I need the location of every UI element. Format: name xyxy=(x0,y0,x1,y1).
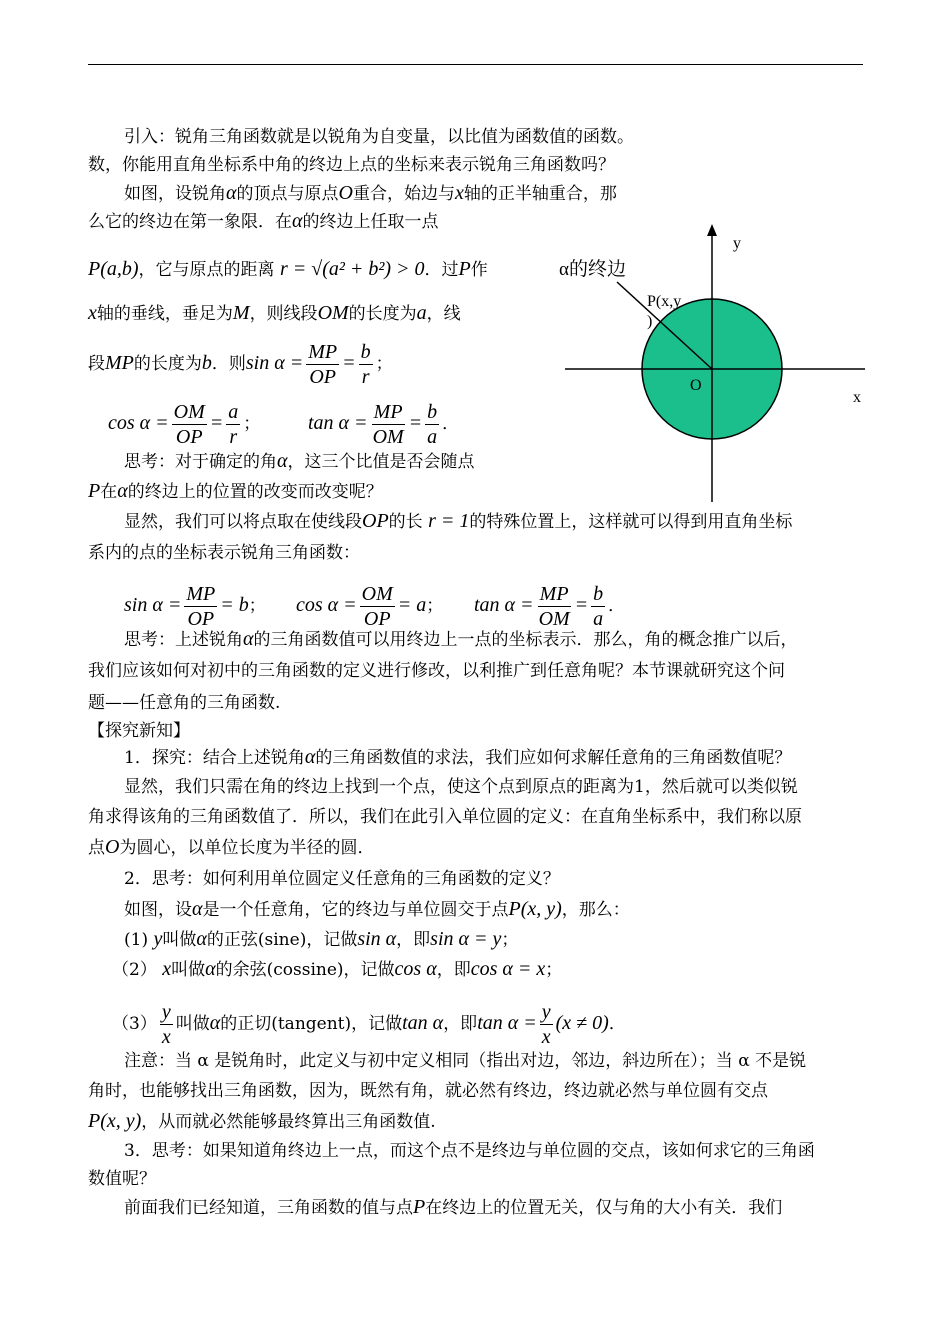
text-line: 思考：上述锐角α的三角函数值可以用终边上一点的坐标表示．那么，角的概念推广以后， xyxy=(124,628,798,650)
fraction-y-x: $\frac{y}{x}$ xyxy=(161,1001,171,1048)
text-line: 显然，我们只需在角的终边上找到一个点，使这个点到原点的距离为1，然后就可以类似锐 xyxy=(124,777,798,797)
text-line: tan α = $\frac{MP}{OM}$ = $\frac{b}{a}$ ． xyxy=(474,583,626,630)
point-label-close: ) xyxy=(647,313,653,330)
terminal-side-label: α的终边 xyxy=(559,259,626,280)
text-line: 数值呢？ xyxy=(88,1169,156,1189)
y-axis-label: y xyxy=(733,235,741,252)
text-line: 思考：对于确定的角α，这三个比值是否会随点 xyxy=(124,450,475,472)
fraction-a-r: $\frac{a}{r}$ xyxy=(228,401,239,448)
section-heading: 【探究新知】 xyxy=(88,721,190,741)
text-line: (1) y叫做α的正弦(sine)，记做sin α，即sin α = y； xyxy=(124,928,519,950)
text-line: 点O为圆心，以单位长度为半径的圆． xyxy=(88,836,375,858)
text-line: 角时，也能够找出三角函数，因为，既然有角，就必然有终边，终边就必然与单位圆有交点 xyxy=(88,1081,768,1101)
text-line: （2） x叫做α的余弦(cossine)，记做cos α，即cos α = x； xyxy=(112,958,563,980)
text-line: 3．思考：如果知道角终边上一点，而这个点不是终边与单位圆的交点，该如何求它的三角函 xyxy=(124,1141,815,1161)
text-line: 么它的终边在第一象限．在α的终边上任取一点 xyxy=(88,210,439,232)
text-line: 如图，设α是一个任意角，它的终边与单位圆交于点P(x, y)，那么： xyxy=(124,898,630,920)
text-line: P(x, y)，从而就必然能够最终算出三角函数值. xyxy=(88,1110,436,1132)
unit-circle-diagram xyxy=(555,222,875,507)
y-axis-arrow-icon xyxy=(707,224,717,236)
text-line: tan α = $\frac{MP}{OM}$ = $\frac{b}{a}$ ． xyxy=(308,401,460,448)
origin-label: O xyxy=(690,377,702,394)
fraction-om-op-2: $\frac{OM}{OP}$ xyxy=(361,583,393,630)
text-line: 1．探究：结合上述锐角α的三角函数值的求法，我们应如何求解任意角的三角函数值呢？ xyxy=(124,746,792,768)
fraction-b-a: $\frac{b}{a}$ xyxy=(427,401,438,448)
text-line: 角求得该角的三角函数值了．所以，我们在此引入单位圆的定义：在直角坐标系中，我们称以原 xyxy=(88,807,802,827)
fraction-b-a-2: $\frac{b}{a}$ xyxy=(593,583,604,630)
x-axis-label: x xyxy=(853,389,861,406)
point-label: P(x,y xyxy=(647,293,682,310)
text-line: x轴的垂线，垂足为M，则线段OM的长度为a，线 xyxy=(88,302,461,324)
text-line: 段MP的长度为b．则sin α = $\frac{MP}{OP}$ = $\frac{b}{r}$ ； xyxy=(88,341,393,388)
fraction-mp-om-2: $\frac{MP}{OM}$ xyxy=(538,583,570,630)
text-line: cos α = $\frac{OM}{OP}$ = a； xyxy=(296,583,444,630)
text-line: 前面我们已经知道，三角函数的值与点P在终边上的位置无关，仅与角的大小有关．我们 xyxy=(124,1196,783,1218)
text-line: 我们应该如何对初中的三角函数的定义进行修改，以利推广到任意角呢？本节课就研究这个问 xyxy=(88,661,785,681)
text-line: 注意：当 α 是锐角时，此定义与初中定义相同（指出对边，邻边，斜边所在）；当 α 不是锐 xyxy=(124,1051,807,1071)
text-line: 显然，我们可以将点取在使线段OP的长 r = 1的特殊位置上，这样就可以得到用直角坐标 xyxy=(124,510,793,532)
fraction-om-op: $\frac{OM}{OP}$ xyxy=(173,401,205,448)
fraction-y-x-2: $\frac{y}{x}$ xyxy=(541,1001,551,1048)
header-rule xyxy=(88,64,863,65)
text-line: 题——任意角的三角函数. xyxy=(88,693,281,713)
fraction-mp-op: $\frac{MP}{OP}$ xyxy=(308,341,338,388)
text-line: sin α = $\frac{MP}{OP}$ = b； xyxy=(124,583,266,630)
text-line: P(a,b)，它与原点的距离 r = √(a² + b²) > 0．过P作 xyxy=(88,258,488,280)
text-line: （3） $\frac{y}{x}$ 叫做α的正切(tangent)，记做tan α，即tan α = $\frac{y}{x}$ (x ≠ 0)． xyxy=(112,1001,626,1048)
text-line: 引入：锐角三角函数就是以锐角为自变量，以比值为函数值的函数。 xyxy=(124,127,634,147)
text-line: 2．思考：如何利用单位圆定义任意角的三角函数的定义？ xyxy=(124,869,560,889)
fraction-b-r: $\frac{b}{r}$ xyxy=(360,341,371,388)
fraction-mp-om: $\frac{MP}{OM}$ xyxy=(372,401,404,448)
text-line: 系内的点的坐标表示锐角三角函数： xyxy=(88,543,360,563)
text-line: cos α = $\frac{OM}{OP}$ = $\frac{a}{r}$ ； xyxy=(108,401,261,448)
text-line: P在α的终边上的位置的改变而改变呢？ xyxy=(88,480,383,502)
text-line: 如图，设锐角α的顶点与原点O重合，始边与x轴的正半轴重合，那 xyxy=(124,182,617,204)
fraction-mp-op-2: $\frac{MP}{OP}$ xyxy=(186,583,216,630)
text-line: 数，你能用直角坐标系中角的终边上点的坐标来表示锐角三角函数吗？ xyxy=(88,155,615,175)
